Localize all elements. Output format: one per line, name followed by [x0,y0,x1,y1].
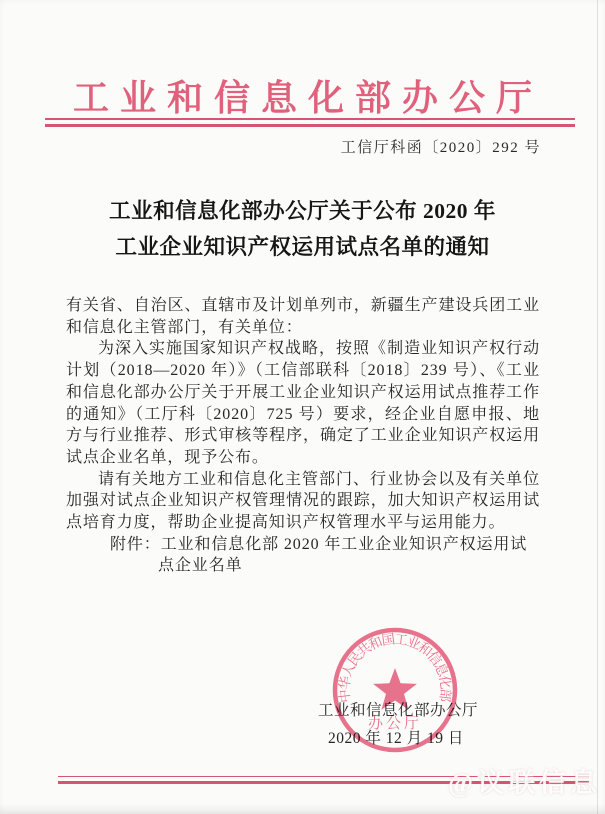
document-title-line2: 工业企业知识产权运用试点名单的通知 [115,235,490,259]
watermark: @议联信息 [447,768,601,798]
scan-bottom-shadow [0,804,605,814]
document-body [66,295,540,577]
issuing-office-signature: 工业和信息化部办公厅 [318,702,479,719]
issue-date: 2020 年 12 月 19 日 [328,730,464,747]
attachment-line [66,534,540,577]
salutation: 有关省、自治区、直辖市及计划单列市，新疆生产建设兵团工业和信息化主管部门，有关单位： [66,297,540,336]
agency-masthead: 工业和信息化部办公厅 [72,78,543,118]
body-paragraph-1: 为深入实施国家知识产权战略，按照《制造业知识产权行动计划（2018—2020 年）》（工信部联科〔2018〕239 号）、《工业和信息化部办公厅关于开展工业企业知识产权运用试点推荐工作的通知》（工厅科〔2020〕725 号）要求，经企业自愿申报、地方与行业推荐、形式审核等程序，确定了工业企业知识产权运用试点企业名单，现予公布。 [66,340,540,466]
masthead-double-rule [45,118,575,127]
scan-page-edge [597,0,598,814]
seal-star-icon [373,668,417,710]
document-title-line1: 工业和信息化部办公厅关于公布 2020 年 [109,199,496,223]
body-paragraph-2: 请有关地方工业和信息化主管部门、行业协会以及有关单位加强对试点企业知识产权管理情况的跟踪，加大知识产权运用试点培育力度，帮助企业提高知识产权管理水平与运用能力。 [66,470,540,532]
attachment-text: 工业和信息化部 2020 年工业企业知识产权运用试点企业名单 [158,535,528,575]
seal-center-text: 办公厅 [367,716,423,732]
seal-ring-text: 中华人民共和国工业和信息化部 [336,631,454,704]
document-title [30,193,575,265]
attachment-label: 附件： [110,535,161,553]
document-number: 工信厅科函〔2020〕292 号 [340,140,541,156]
official-seal [325,620,465,760]
